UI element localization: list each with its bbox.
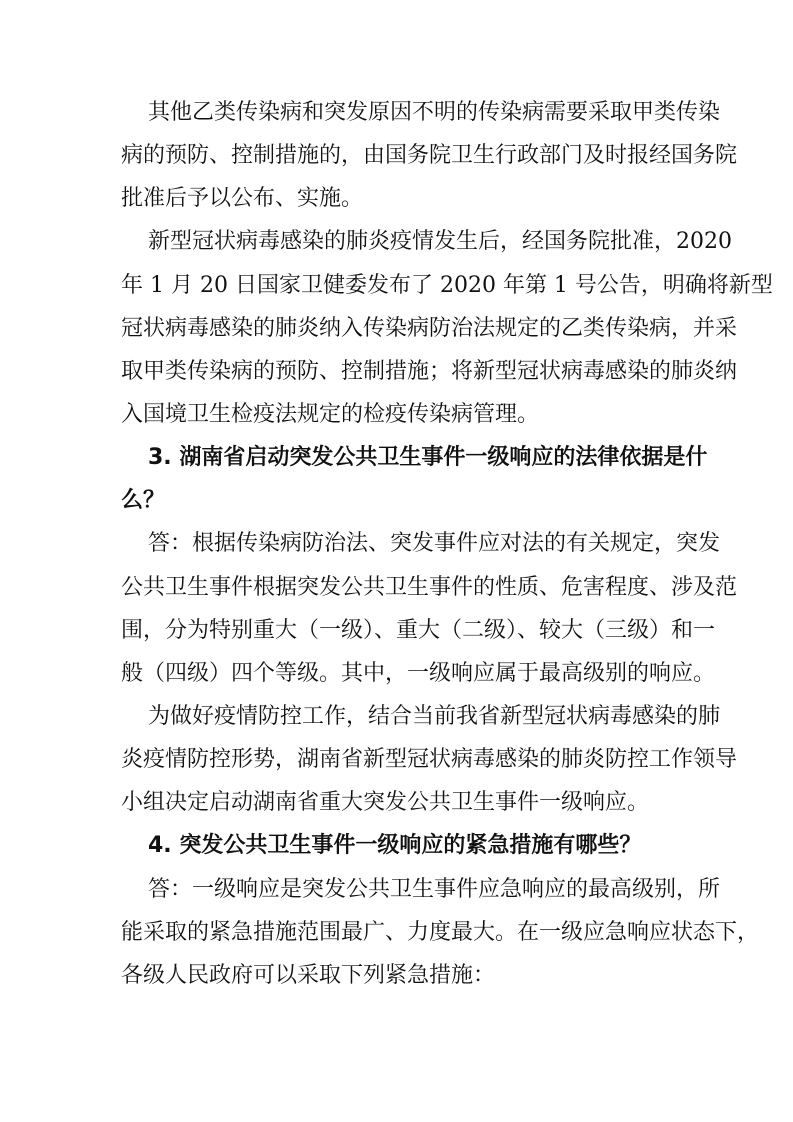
text-line: 各级人民政府可以采取下列紧急措施： [121,962,496,988]
text-line: 答：根据传染病防治法、突发事件应对法的有关规定，突发 [148,531,721,557]
text-line: 小组决定启动湖南省重大突发公共卫生事件一级响应。 [121,790,650,816]
text-line: 新型冠状病毒感染的肺炎疫情发生后，经国务院批准，2020 [148,229,732,255]
text-line: 么？ [121,488,166,514]
text-line: 能采取的紧急措施范围最广、力度最大。在一级应急响应状态下， [121,919,760,945]
text-line: 病的预防、控制措施的，由国务院卫生行政部门及时报经国务院 [121,143,738,169]
section-heading [121,436,708,522]
text-line: 公共卫生事件根据突发公共卫生事件的性质、危害程度、涉及范 [121,574,738,600]
text-line: 4. 突发公共卫生事件一级响应的紧急措施有哪些？ [148,833,642,859]
paragraph [121,220,773,436]
text-line: 取甲类传染病的预防、控制措施；将新型冠状病毒感染的肺炎纳 [121,358,738,384]
paragraph [121,91,738,220]
text-line: 围，分为特别重大（一级）、重大（二级）、较大（三级）和一 [121,617,716,643]
text-line: 答：一级响应是突发公共卫生事件应急响应的最高级别，所 [148,876,721,902]
text-line: 3. 湖南省启动突发公共卫生事件一级响应的法律依据是什 [148,445,708,471]
text-line: 冠状病毒感染的肺炎纳入传染病防治法规定的乙类传染病，并采 [121,315,738,341]
document-page [121,91,773,997]
paragraph [121,695,738,824]
paragraph [121,522,738,695]
text-line: 炎疫情防控形势，湖南省新型冠状病毒感染的肺炎防控工作领导 [121,747,738,773]
text-line: 般（四级）四个等级。其中，一级响应属于最高级别的响应。 [121,660,716,686]
text-line: 入国境卫生检疫法规定的检疫传染病管理。 [121,401,540,427]
paragraph [121,868,760,997]
text-line: 为做好疫情防控工作，结合当前我省新型冠状病毒感染的肺 [148,703,721,729]
text-line: 批准后予以公布、实施。 [121,186,364,212]
section-heading [121,824,679,867]
text-line: 其他乙类传染病和突发原因不明的传染病需要采取甲类传染 [148,100,721,125]
text-line: 年 1 月 20 日国家卫健委发布了 2020 年第 1 号公告，明确将新型 [121,272,773,298]
